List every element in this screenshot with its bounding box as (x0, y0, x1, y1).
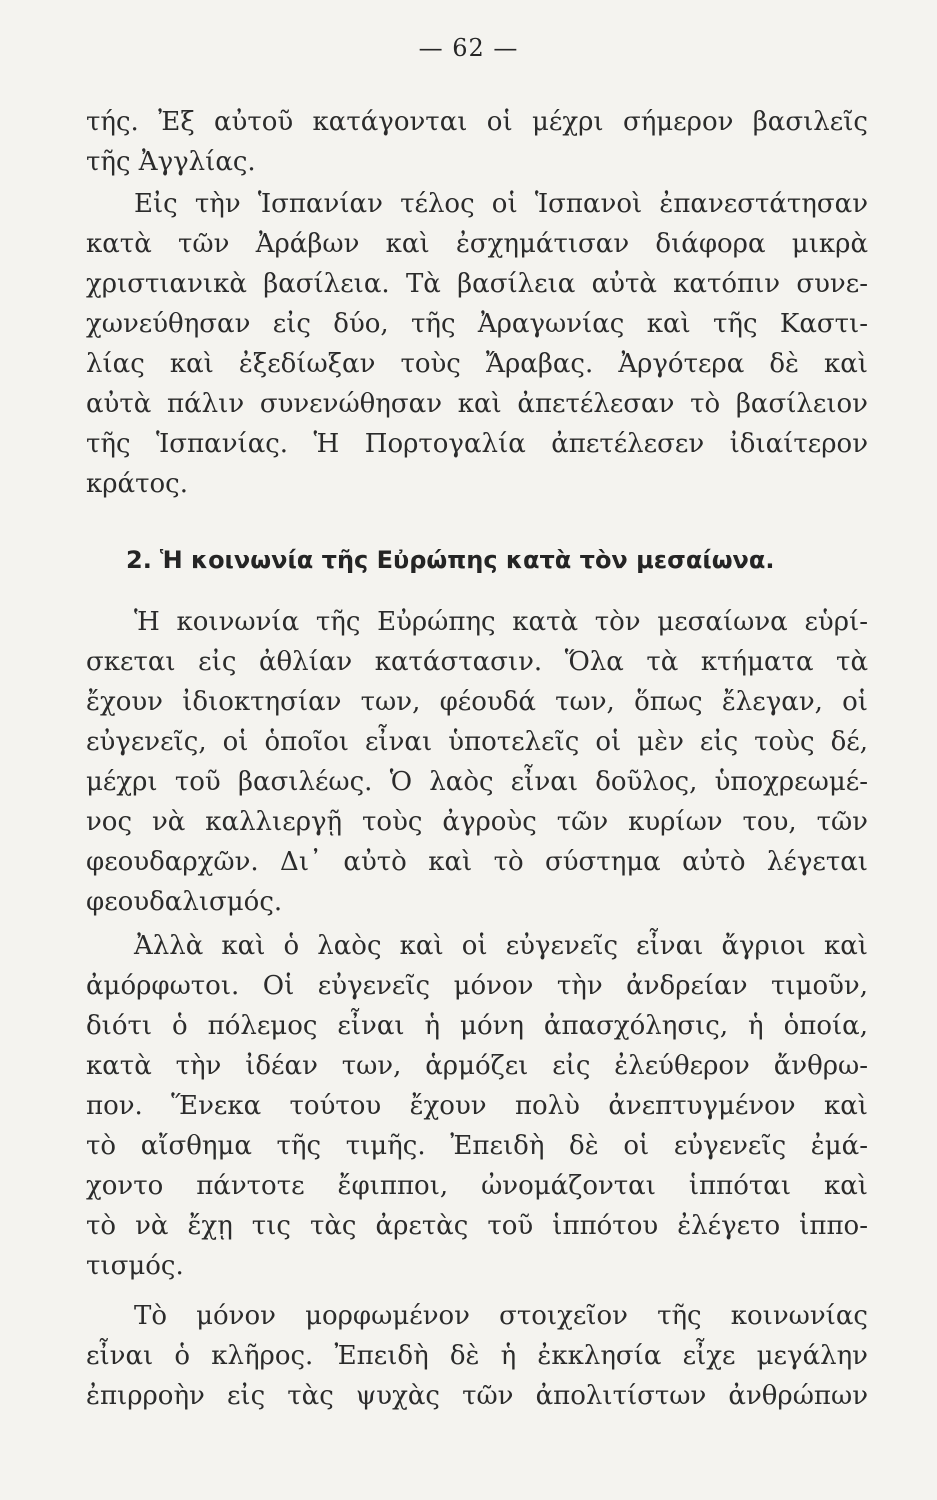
text-line: Εἰς τὴν Ἱσπανίαν τέλος οἱ Ἱσπανοὶ ἐπανεστάτησαν (134, 189, 868, 219)
text-line: νος νὰ καλλιεργῇ τοὺς ἀγροὺς τῶν κυρίων του, τῶν (86, 807, 868, 837)
text-line: κατὰ τὴν ἰδέαν των, ἁρμόζει εἰς ἐλεύθερον ἄνθρω- (86, 1051, 868, 1081)
text-line: Τὸ μόνον μορφωμένον στοιχεῖον τῆς κοινωνίας (134, 1301, 868, 1331)
paragraph-4 (86, 926, 868, 1286)
text-line: φεουδαρχῶν. Δι᾽ αὐτὸ καὶ τὸ σύστημα αὐτὸ λέγεται (86, 847, 868, 877)
paragraph-1 (86, 102, 868, 182)
text-line: Ἀλλὰ καὶ ὁ λαὸς καὶ οἱ εὐγενεῖς εἶναι ἄγριοι καὶ (134, 931, 868, 961)
text-line: τισμός. (86, 1251, 184, 1281)
text-line: χοντο πάντοτε ἔφιπποι, ὠνομάζονται ἱππόται καὶ (86, 1171, 868, 1201)
section-title: Ἡ κοινωνία τῆς Εὐρώπης κατὰ τὸν μεσαίωνα. (159, 546, 775, 574)
text-line: κράτος. (86, 469, 188, 499)
paragraph-3 (86, 602, 868, 922)
text-line: σκεται εἰς ἀθλίαν κατάστασιν. Ὅλα τὰ κτήματα τὰ (86, 647, 868, 677)
text-line: τής. Ἐξ αὐτοῦ κατάγονται οἱ μέχρι σήμερον βασιλεῖς (86, 107, 868, 137)
text-line: Ἡ κοινωνία τῆς Εὐρώπης κατὰ τὸν μεσαίωνα εὑρί- (134, 607, 868, 637)
paragraph-2 (86, 184, 868, 504)
text-line: τὸ νὰ ἔχῃ τις τὰς ἀρετὰς τοῦ ἱππότου ἐλέγετο ἱππο- (86, 1211, 868, 1241)
text-line: κατὰ τῶν Ἀράβων καὶ ἐσχημάτισαν διάφορα μικρὰ (86, 229, 868, 259)
text-line: διότι ὁ πόλεμος εἶναι ἡ μόνη ἀπασχόλησις, ἡ ὁποία, (86, 1011, 868, 1041)
text-line: ἀμόρφωτοι. Οἱ εὐγενεῖς μόνον τὴν ἀνδρείαν τιμοῦν, (86, 971, 868, 1001)
text-line: μέχρι τοῦ βασιλέως. Ὁ λαὸς εἶναι δοῦλος, ὑποχρεωμέ- (86, 767, 868, 797)
section-number: 2. (126, 546, 152, 574)
text-line: χωνεύθησαν εἰς δύο, τῆς Ἀραγωνίας καὶ τῆς Καστι- (86, 309, 868, 339)
text-line: φεουδαλισμός. (86, 887, 283, 917)
text-line: αὐτὰ πάλιν συνενώθησαν καὶ ἀπετέλεσαν τὸ βασίλειον (86, 389, 868, 419)
section-heading (126, 540, 826, 580)
page-number: — 62 — (418, 34, 519, 62)
text-line: λίας καὶ ἐξεδίωξαν τοὺς Ἄραβας. Ἀργότερα δὲ καὶ (86, 349, 868, 379)
text-line: ἔχουν ἰδιοκτησίαν των, φέουδά των, ὅπως ἔλεγαν, οἱ (86, 687, 868, 717)
text-line: τῆς Ἱσπανίας. Ἡ Πορτογαλία ἀπετέλεσεν ἰδιαίτερον (86, 429, 868, 459)
text-line: τῆς Ἀγγλίας. (86, 147, 256, 177)
paragraph-5 (86, 1296, 868, 1416)
text-line: ἐπιρροὴν εἰς τὰς ψυχὰς τῶν ἀπολιτίστων ἀνθρώπων (86, 1381, 868, 1411)
text-line: χριστιανικὰ βασίλεια. Τὰ βασίλεια αὐτὰ κατόπιν συνε- (86, 269, 868, 299)
text-line: τὸ αἴσθημα τῆς τιμῆς. Ἐπειδὴ δὲ οἱ εὐγενεῖς ἐμά- (86, 1131, 868, 1161)
text-line: εἶναι ὁ κλῆρος. Ἐπειδὴ δὲ ἡ ἐκκλησία εἶχε μεγάλην (86, 1341, 868, 1371)
text-line: εὐγενεῖς, οἱ ὁποῖοι εἶναι ὑποτελεῖς οἱ μὲν εἰς τοὺς δέ, (86, 727, 868, 757)
text-line: πον. Ἕνεκα τούτου ἔχουν πολὺ ἀνεπτυγμένον καὶ (86, 1091, 868, 1121)
